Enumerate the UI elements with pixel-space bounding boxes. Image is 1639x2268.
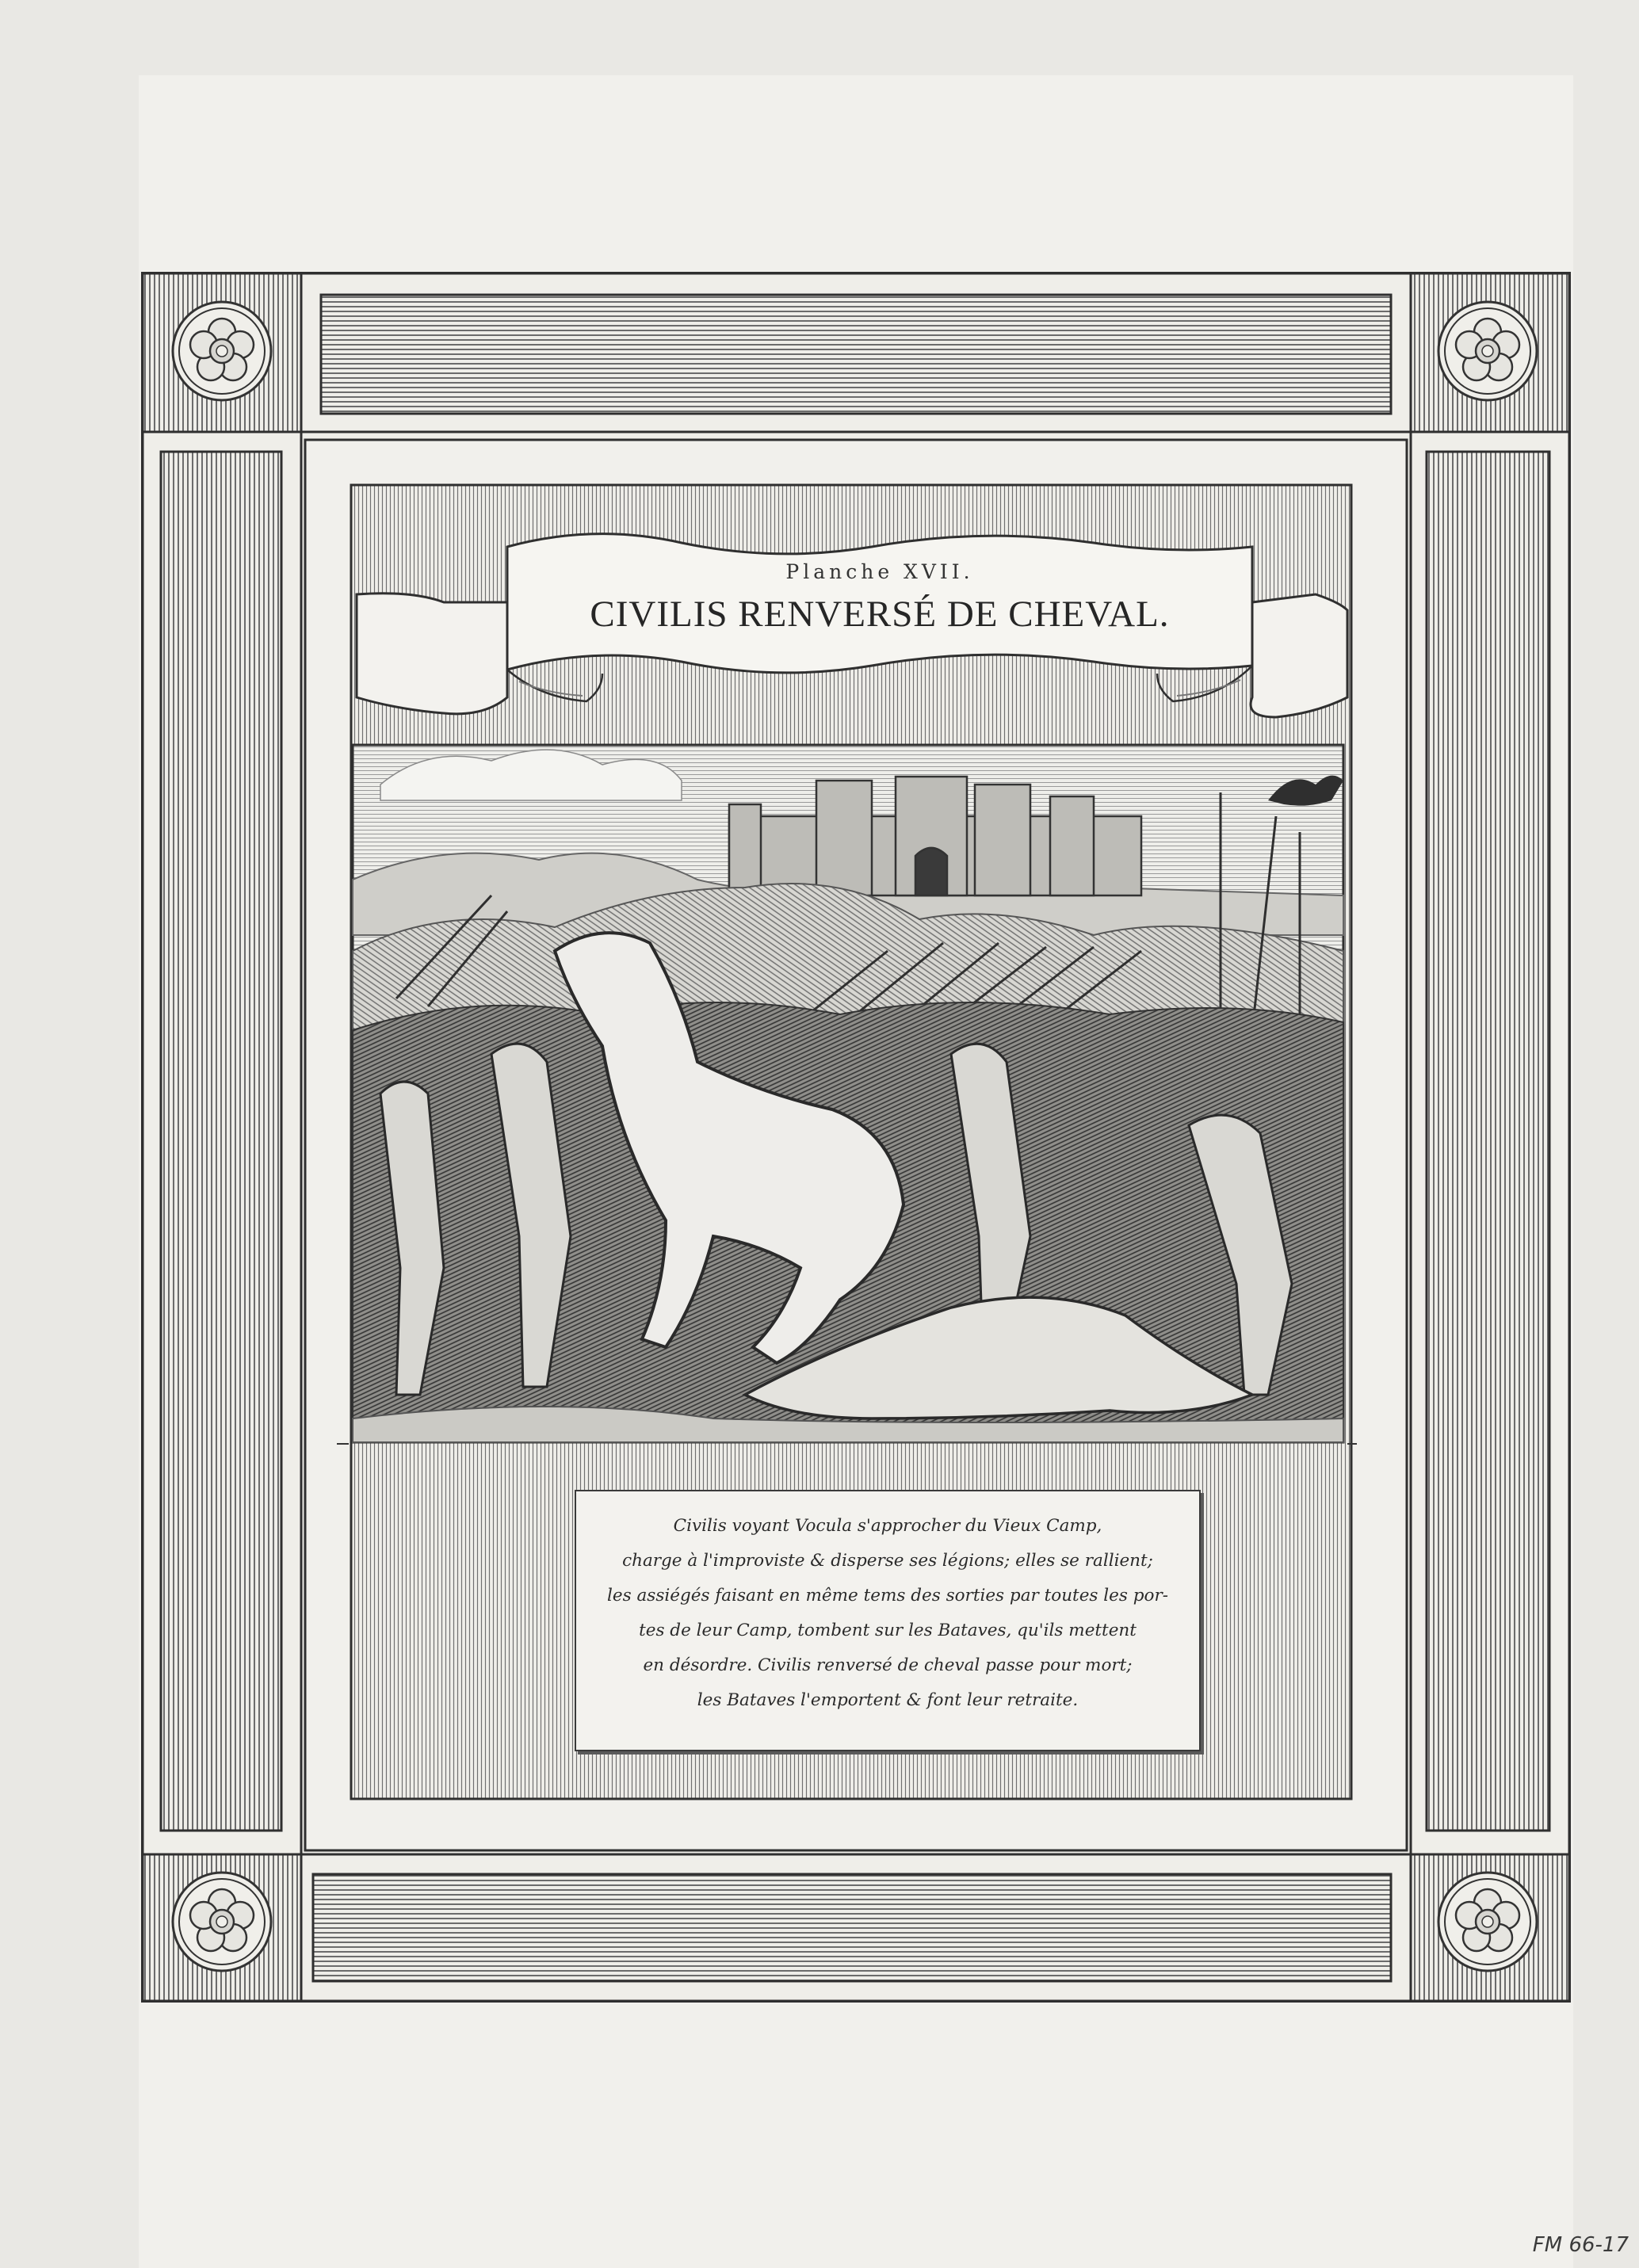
rosette-icon bbox=[1438, 302, 1537, 400]
battle-scene bbox=[353, 745, 1343, 1442]
plate-subtitle: Planche XVII. bbox=[785, 560, 974, 583]
rosette-icon bbox=[1438, 1873, 1537, 1971]
rosette-icon bbox=[173, 302, 271, 400]
caption-line: en désordre. Civilis renversé de cheval passe pour mort; bbox=[643, 1655, 1133, 1675]
caption-line: les assiégés faisant en même tems des sorties par toutes les por- bbox=[607, 1586, 1168, 1606]
catalog-mark: FM 66-17 bbox=[1532, 2233, 1629, 2257]
caption-line: tes de leur Camp, tombent sur les Bataves, qu'ils mettent bbox=[639, 1621, 1137, 1640]
caption-box bbox=[575, 1490, 1201, 1751]
caption-line: Civilis voyant Vocula s'approcher du Vieux Camp, bbox=[673, 1516, 1102, 1536]
rosette-icon bbox=[173, 1873, 271, 1971]
caption-line: les Bataves l'emportent & font leur retraite. bbox=[697, 1690, 1079, 1710]
caption-line: charge à l'improviste & disperse ses légions; elles se rallient; bbox=[622, 1551, 1153, 1571]
plate-title: CIVILIS RENVERSÉ DE CHEVAL. bbox=[590, 594, 1170, 635]
